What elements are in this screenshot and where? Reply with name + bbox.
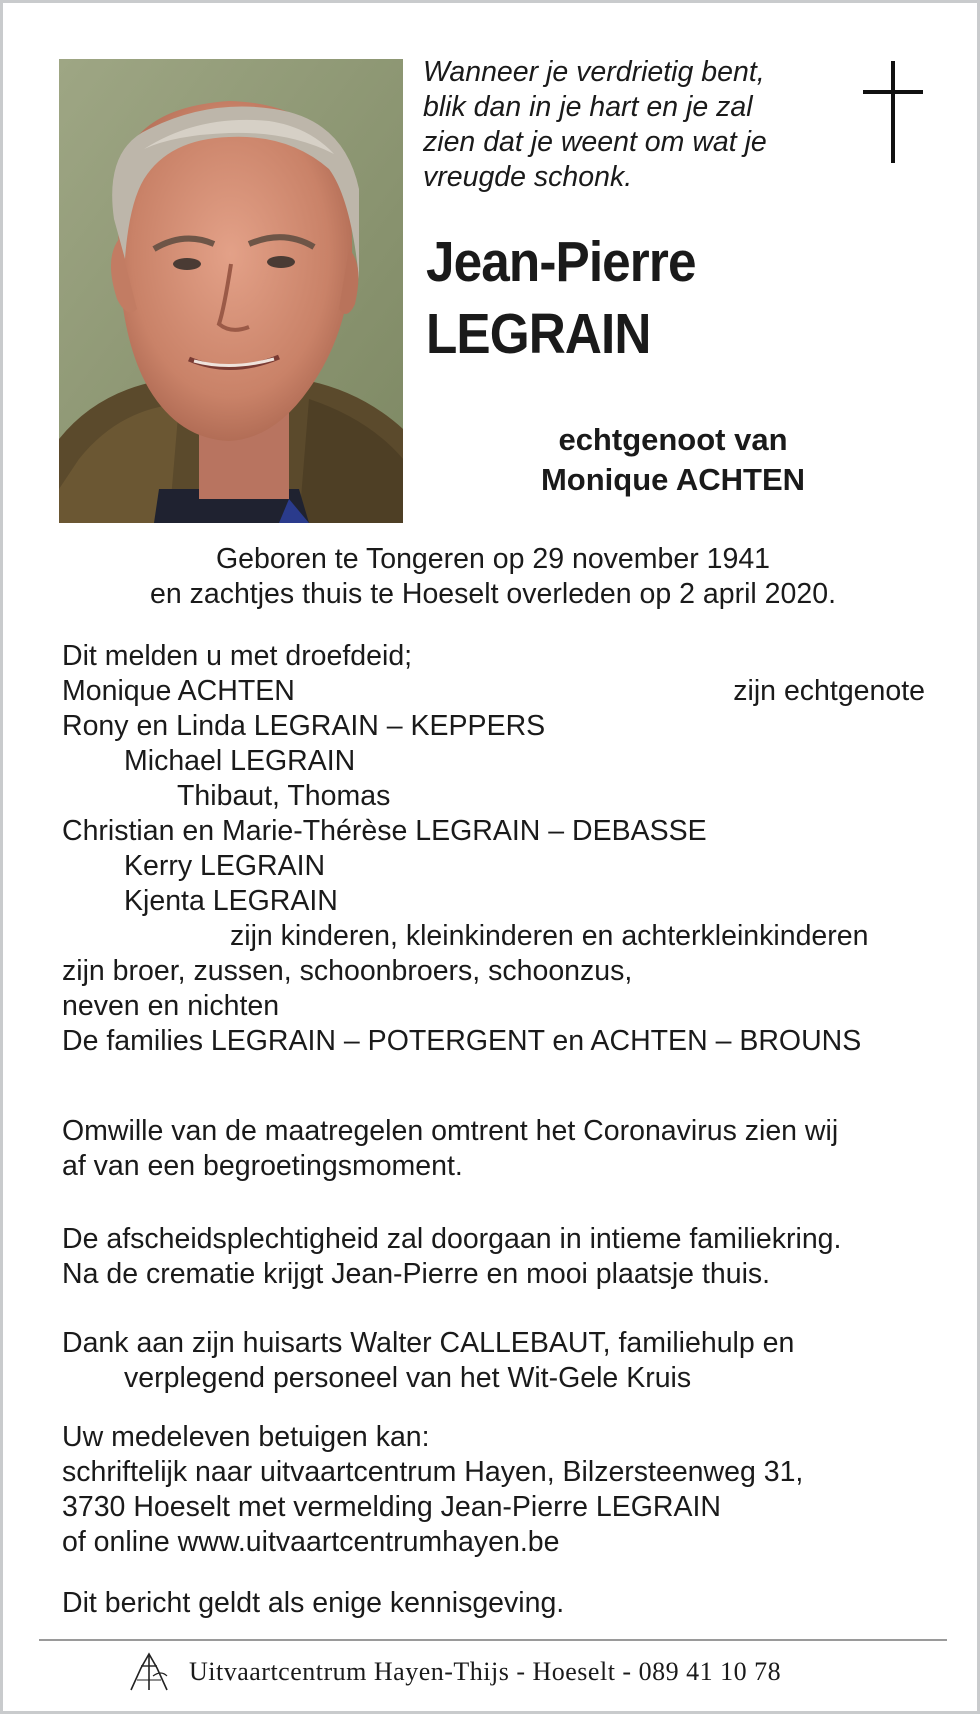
family-line: Christian en Marie-Thérèse LEGRAIN – DEBASSE [62, 815, 707, 847]
family-spouse-row [62, 674, 925, 709]
footer-divider [39, 1639, 947, 1641]
condolences-info [62, 1420, 932, 1560]
spouse-name: Monique ACHTEN [540, 462, 806, 497]
poem-line: blik dan in je hart en je zal [423, 91, 753, 123]
ceremony-line: De afscheidsplechtigheid zal doorgaan in intieme familiekring. [62, 1223, 842, 1255]
thanks-line: Dank aan zijn huisarts Walter CALLEBAUT, familiehulp en [62, 1327, 795, 1359]
thanks-line: verplegend personeel van het Wit-Gele Kruis [124, 1362, 692, 1394]
family-line: Kerry LEGRAIN [124, 850, 326, 882]
condolences-line: Uw medeleven betuigen kan: [62, 1421, 430, 1453]
notice-line: Dit bericht geldt als enige kennisgeving. [62, 1587, 565, 1619]
corona-line: af van een begroetingsmoment. [62, 1150, 463, 1182]
portrait-photo [59, 59, 403, 523]
family-line: Kjenta LEGRAIN [124, 885, 338, 917]
birth-line: Geboren te Tongeren op 29 november 1941 [215, 543, 771, 575]
spouse-block [473, 420, 873, 500]
thanks-notice [62, 1326, 932, 1396]
family-line: zijn kinderen, kleinkinderen en achterkleinkinderen [230, 920, 869, 952]
family-intro: Dit melden u met droefdeid; [62, 640, 413, 672]
corona-notice [62, 1114, 932, 1184]
spouse-label: echtgenoot van [558, 422, 788, 457]
notice-text [62, 1586, 932, 1621]
death-line: en zachtjes thuis te Hoeselt overleden op 2 april 2020. [149, 578, 837, 610]
family-line: De families LEGRAIN – POTERGENT en ACHTEN – BROUNS [62, 1025, 862, 1057]
family-line: Rony en Linda LEGRAIN – KEPPERS [62, 710, 546, 742]
footer-text: Uitvaartcentrum Hayen-Thijs - Hoeselt - 089 41 10 78 [189, 1657, 782, 1686]
family-line: zijn broer, zussen, schoonbroers, schoonzus, [62, 955, 633, 987]
poem [423, 55, 803, 195]
deceased-name [426, 226, 804, 370]
family-line: neven en nichten [62, 990, 280, 1022]
condolences-line: of online www.uitvaartcentrumhayen.be [62, 1526, 560, 1558]
ceremony-notice [62, 1222, 932, 1292]
poem-line: vreugde schonk. [423, 161, 633, 193]
last-name: LEGRAIN [426, 302, 651, 366]
corona-line: Omwille van de maatregelen omtrent het Coronavirus zien wij [62, 1115, 839, 1147]
ceremony-line: Na de crematie krijgt Jean-Pierre en mooi plaatsje thuis. [62, 1258, 771, 1290]
funeral-home-logo-icon [123, 1646, 175, 1698]
family-line: Michael LEGRAIN [124, 745, 356, 777]
footer [123, 1643, 883, 1701]
cross-icon [863, 61, 923, 163]
family-line: Thibaut, Thomas [177, 780, 391, 812]
first-name: Jean-Pierre [426, 230, 696, 294]
obituary-card [3, 3, 977, 1711]
family-spouse-name: Monique ACHTEN [62, 675, 295, 707]
condolences-line: schriftelijk naar uitvaartcentrum Hayen, Bilzersteenweg 31, [62, 1456, 804, 1488]
family-list [62, 639, 925, 1059]
birth-death-info [59, 542, 927, 612]
poem-line: zien dat je weent om wat je [423, 126, 767, 158]
poem-line: Wanneer je verdrietig bent, [423, 56, 765, 88]
condolences-line: 3730 Hoeselt met vermelding Jean-Pierre LEGRAIN [62, 1491, 721, 1523]
family-spouse-role: zijn echtgenote [733, 675, 925, 707]
